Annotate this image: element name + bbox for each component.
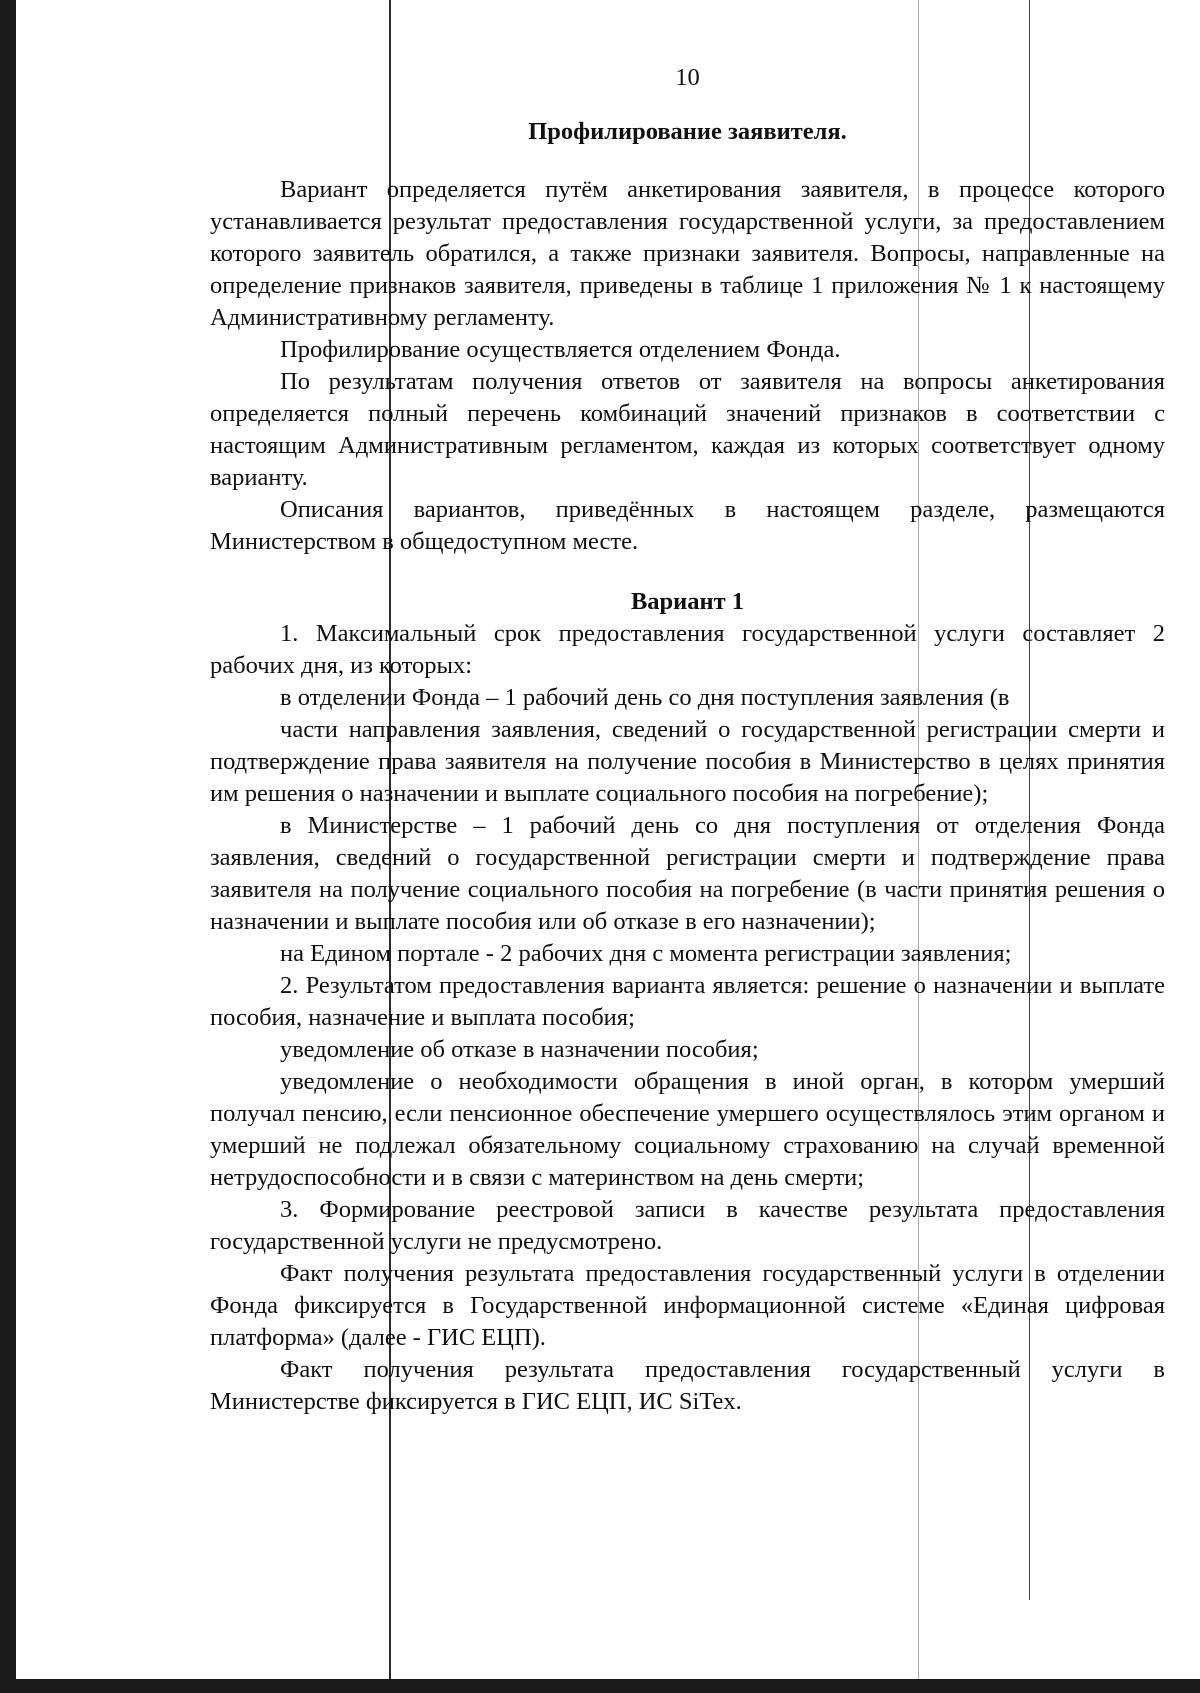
- paragraph: части направления заявления, сведений о государственной регистрации смерти и подтверждение права заявителя на получение пособия в Министерство в целях принятия им решения о назначении и выплате социального пособия на погребение);: [210, 716, 1165, 807]
- scan-edge-left: [0, 0, 16, 1693]
- paragraph: 2. Результатом предоставления варианта является: решение о назначении и выплате пособия, назначение и выплата пособия;: [210, 972, 1165, 1031]
- paragraph: Профилирование осуществляется отделением Фонда.: [280, 336, 841, 363]
- paragraph: уведомление об отказе в назначении пособия;: [280, 1036, 759, 1063]
- paragraph: Факт получения результата предоставления государственный услуги в Министерстве фиксируется в ГИС ЕЦП, ИС SiTex.: [210, 1356, 1165, 1415]
- paragraph: 1. Максимальный срок предоставления государственной услуги составляет 2 рабочих дня, из которых:: [210, 620, 1165, 679]
- document-page: [210, 62, 1165, 1418]
- paragraph: на Едином портале - 2 рабочих дня с момента регистрации заявления;: [280, 940, 1012, 967]
- paragraph: уведомление о необходимости обращения в иной орган, в котором умерший получал пенсию, если пенсионное обеспечение умершего осуществлялось этим органом и умерший не подлежал обязательному социальному страхованию на случай временной нетрудоспособности и в связи с материнством на день смерти;: [210, 1068, 1165, 1191]
- paragraph: 3. Формирование реестровой записи в качестве результата предоставления государственной услуги не предусмотрено.: [210, 1196, 1165, 1255]
- paragraph: Вариант определяется путём анкетирования заявителя, в процессе которого устанавливается результат предоставления государственной услуги, за предоставлением которого заявитель обратился, а также признаки заявителя. Вопросы, направленные на определение признаков заявителя, приведены в таблице 1 приложения № 1 к настоящему Административному регламенту.: [210, 176, 1165, 331]
- paragraph: в отделении Фонда – 1 рабочий день со дня поступления заявления (в: [280, 684, 1010, 711]
- scan-edge-bottom: [0, 1679, 1200, 1693]
- page-number: 10: [675, 64, 700, 91]
- variant-heading: Вариант 1: [630, 588, 745, 615]
- paragraph: По результатам получения ответов от заявителя на вопросы анкетирования определяется полный перечень комбинаций значений признаков в соответствии с настоящим Административным регламентом, каждая из которых соответствует одному варианту.: [210, 368, 1165, 491]
- paragraph: Факт получения результата предоставления государственный услуги в отделении Фонда фиксируется в Государственной информационной системе «Единая цифровая платформа» (далее - ГИС ЕЦП).: [210, 1260, 1165, 1351]
- paragraph: в Министерстве – 1 рабочий день со дня поступления от отделения Фонда заявления, сведений о государственной регистрации смерти и подтверждение права заявителя на получение социального пособия на погребение (в части принятия решения о назначении и выплате пособия или об отказе в его назначении);: [210, 812, 1165, 935]
- section-heading: Профилирование заявителя.: [528, 118, 847, 145]
- paragraph: Описания вариантов, приведённых в настоящем разделе, размещаются Министерством в общедоступном месте.: [210, 496, 1165, 555]
